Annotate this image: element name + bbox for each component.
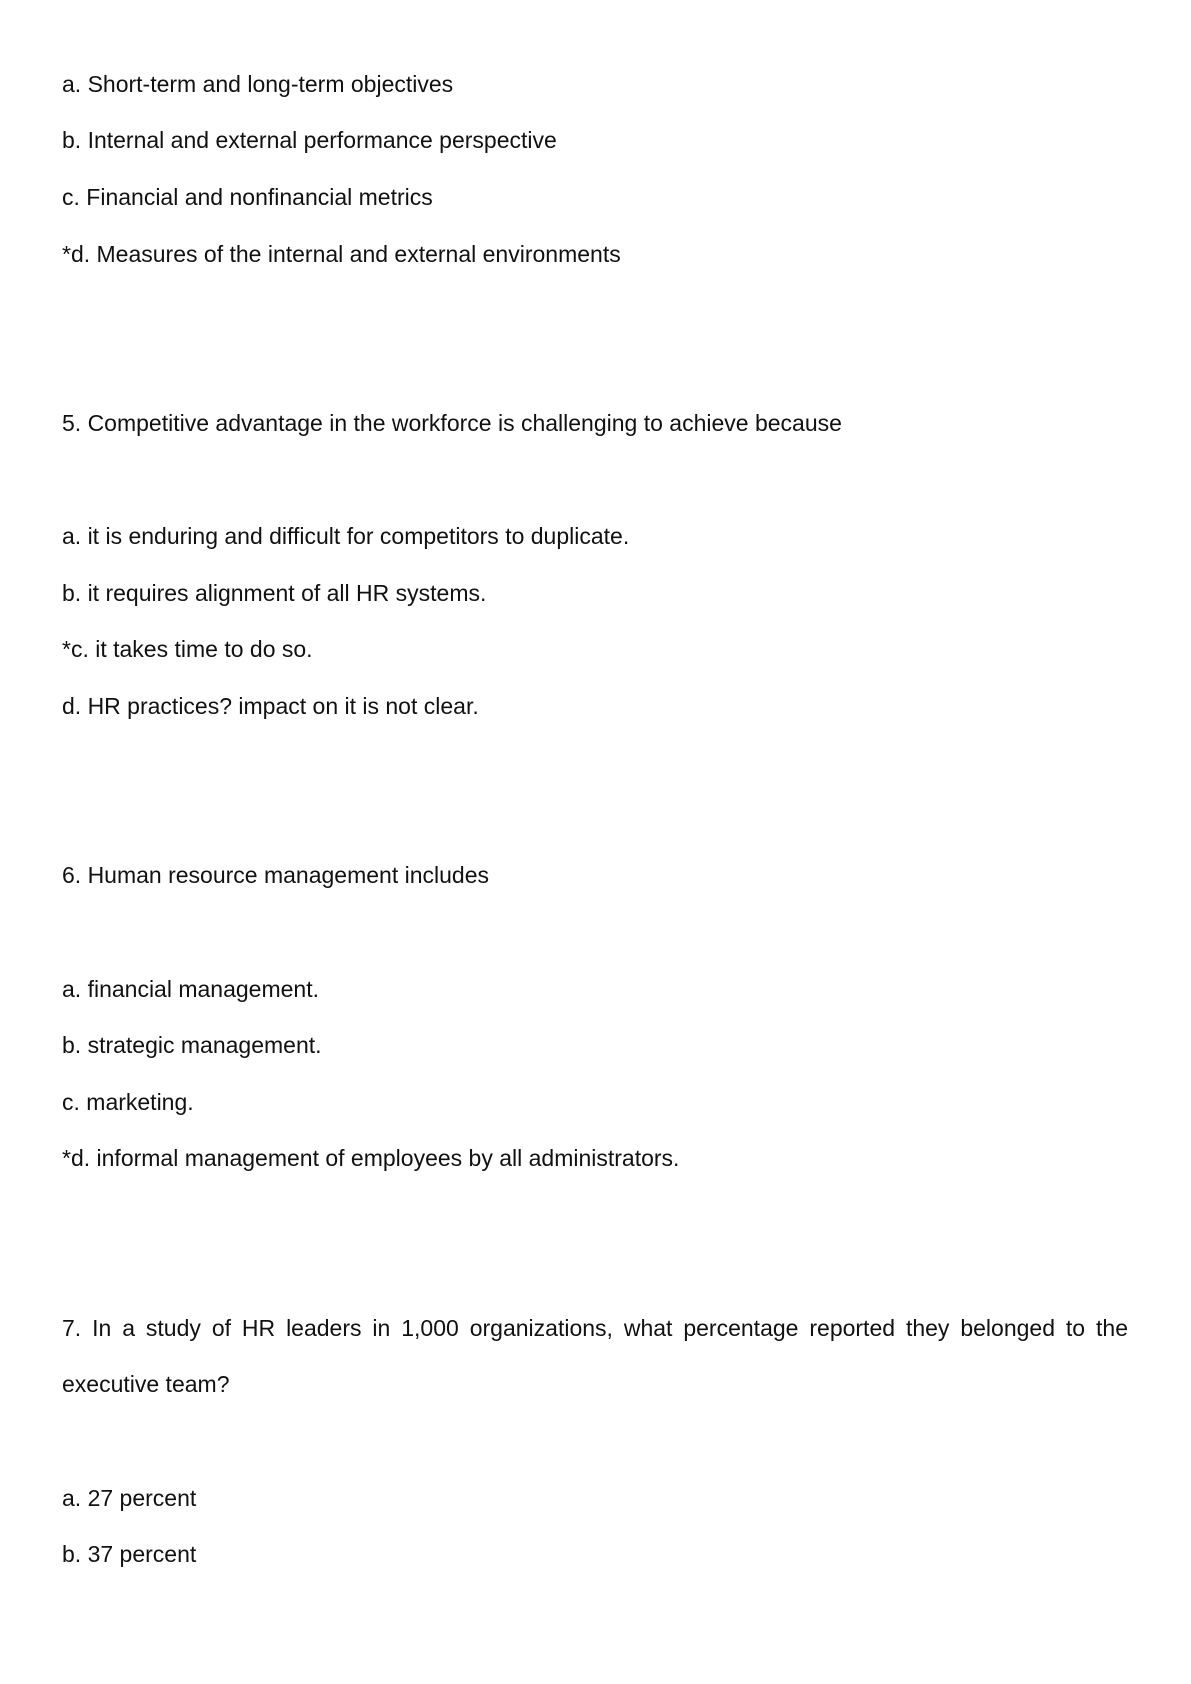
q7-option-a: a. 27 percent [62, 1485, 197, 1511]
option-d-answer: *d. Measures of the internal and external environments [62, 241, 621, 267]
question-7-line-2: executive team? [62, 1371, 230, 1397]
q5-option-c-answer: *c. it takes time to do so. [62, 636, 313, 662]
question-6: 6. Human resource management includes [62, 862, 490, 888]
q5-option-d: d. HR practices? impact on it is not clear. [62, 693, 479, 719]
q7-option-b: b. 37 percent [62, 1541, 197, 1567]
option-a: a. Short-term and long-term objectives [62, 71, 454, 97]
q5-option-b: b. it requires alignment of all HR systems. [62, 580, 487, 606]
question-5: 5. Competitive advantage in the workforce is challenging to achieve because [62, 410, 842, 436]
q5-option-a: a. it is enduring and difficult for competitors to duplicate. [62, 523, 630, 549]
option-b: b. Internal and external performance perspective [62, 127, 557, 153]
q6-option-a: a. financial management. [62, 976, 319, 1002]
question-7-line-1: 7. In a study of HR leaders in 1,000 organizations, what percentage reported they belonged to the [62, 1315, 1128, 1341]
q6-option-c: c. marketing. [62, 1089, 194, 1115]
option-c: c. Financial and nonfinancial metrics [62, 184, 433, 210]
q6-option-b: b. strategic management. [62, 1032, 322, 1058]
q6-option-d-answer: *d. informal management of employees by all administrators. [62, 1145, 680, 1171]
